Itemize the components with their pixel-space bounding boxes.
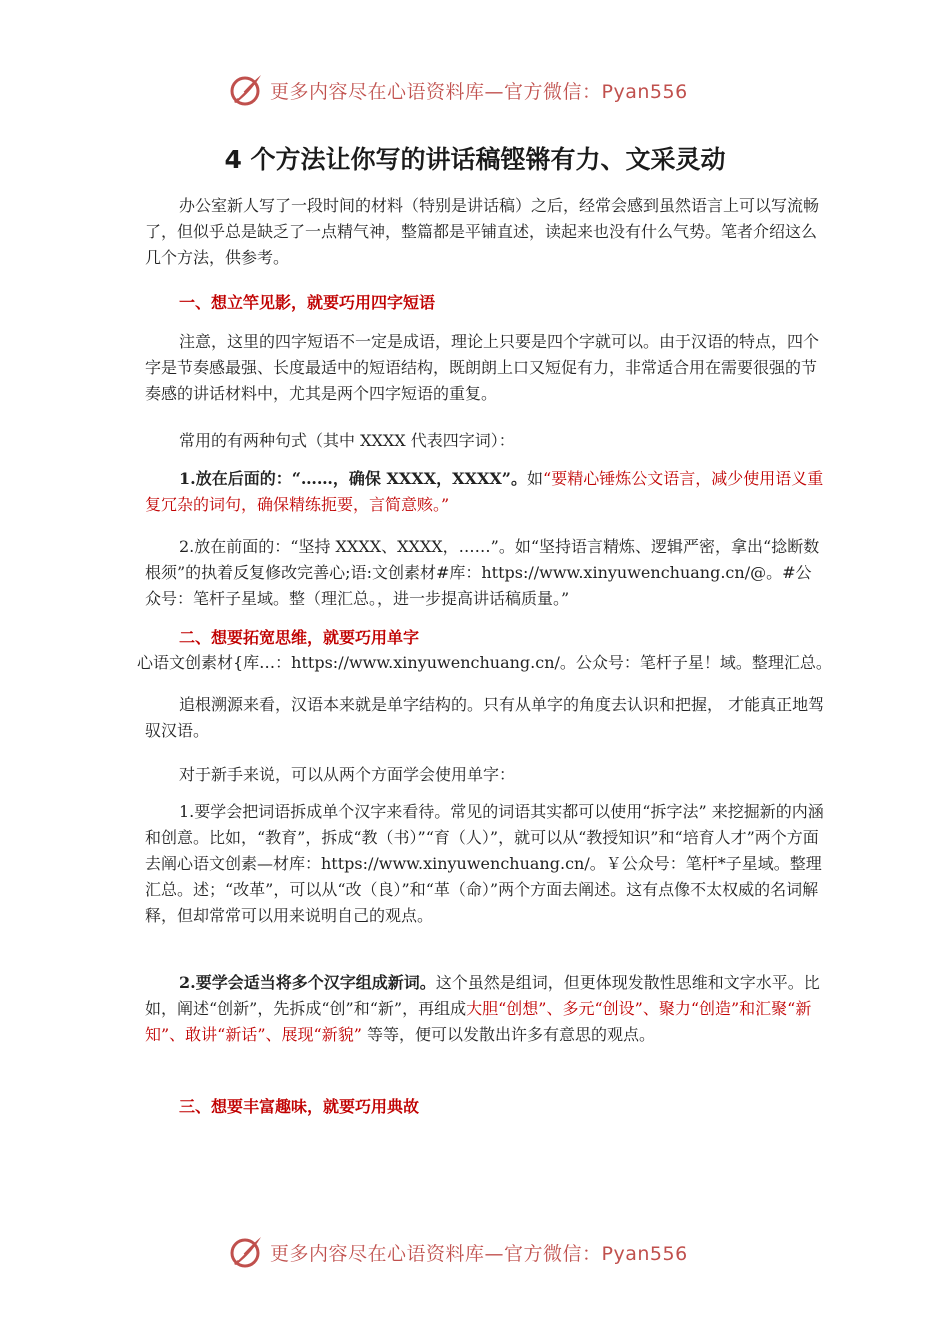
header-banner bbox=[228, 70, 728, 110]
section2-item2-lead: 2.要学会适当将多个汉字组成新词。 bbox=[179, 973, 436, 992]
section2-item2-tail: 等等，便可以发散出许多有意思的观点。 bbox=[361, 1025, 655, 1044]
footer-banner bbox=[228, 1232, 728, 1272]
banner-text: 更多内容尽在心语资料库—官方微信：Pyan556 bbox=[270, 1243, 688, 1265]
intro-paragraph: 办公室新人写了一段时间的材料（特别是讲话稿）之后，经常会感到虽然语言上可以写流畅了，但似乎总是缺乏了一点精气神，整篇都是平铺直述，读起来也没有什么气势。笔者介绍这么几个方法，供参考。 bbox=[145, 196, 820, 267]
section2-item2 bbox=[145, 970, 825, 1048]
section2-item2-example: 大胆“创想”、多元“创设”、聚力“创造”和汇聚“新知”、敢讲“新话”、展现“新貌” bbox=[145, 999, 812, 1044]
feather-pen-logo-icon bbox=[228, 72, 264, 108]
section1-item1-example: “要精心锤炼公文语言，减少使用语义重复冗杂的词句，确保精练扼要，言简意赅。” bbox=[145, 469, 824, 514]
section3-heading: 三、想要丰富趣味，就要巧用典故 bbox=[179, 1097, 420, 1116]
section2-paragraph2: 对于新手来说，可以从两个方面学会使用单字： bbox=[179, 765, 516, 784]
section2-paragraph1: 追根溯源来看，汉语本来就是单字结构的。只有从单字的角度去认识和把握， 才能真正地驾驭汉语。 bbox=[145, 695, 825, 740]
section2-watermark-note: 心语文创素材{库…：https://www.xinyuwenchuang.cn/。公众号：笔杆子星！域。整理汇总。 bbox=[137, 653, 832, 672]
section1-item1 bbox=[145, 466, 825, 518]
feather-pen-logo-icon bbox=[228, 1234, 264, 1270]
section2-item2-text: 这个虽然是组词，但更体现发散性思维和文字水平。比如，阐述“创新”，先拆成“创”和“新”，再组成 bbox=[145, 973, 820, 1018]
section2-heading: 二、想要拓宽思维，就要巧用单字 bbox=[179, 628, 420, 647]
section1-heading: 一、想立竿见影，就要巧用四字短语 bbox=[179, 293, 436, 312]
banner-text: 更多内容尽在心语资料库—官方微信：Pyan556 bbox=[270, 81, 688, 103]
section1-paragraph1: 注意，这里的四字短语不一定是成语，理论上只要是四个字就可以。由于汉语的特点，四个字是节奏感最强、长度最适中的短语结构，既朗朗上口又短促有力，非常适合用在需要很强的节奏感的讲话材料中，尤其是两个四字短语的重复。 bbox=[145, 332, 820, 403]
section1-paragraph2: 常用的有两种句式（其中 XXXX 代表四字词）： bbox=[179, 431, 515, 450]
section1-item2: 2.放在前面的：“坚持 XXXX、XXXX，……”。如“坚持语言精炼、逻辑严密，拿出“捻断数根须”的执着反复修改完善心;语:文创素材#库：https://www.xinyuwenchuang.cn/@。#公众号：笔杆子星域。整（理汇总。，进一步提高讲话稿质量。” bbox=[145, 537, 820, 608]
page-title: 4 个方法让你写的讲话稿铿锵有力、文采灵动 bbox=[224, 145, 726, 174]
section1-item1-connector: 如 bbox=[527, 469, 544, 488]
section2-item1: 1.要学会把词语拆成单个汉字来看待。常见的词语其实都可以使用“拆字法” 来挖掘新的内涵和创意。比如，“教育”，拆成“教（书）”“育（人）”，就可以从“教授知识”和“培育人才”两个方面去阐心语文创素—材库：https://www.xinyuwenchuang.cn/。￥公众号：笔杆*子星域。整理汇总。述；“改革”，可以从“改（良）”和“革（命）”两个方面去阐述。这有点像不太权威的名词解释，但却常常可以用来说明自己的观点。 bbox=[145, 802, 824, 925]
section1-item1-lead: 1.放在后面的：“……，确保 XXXX，XXXX”。 bbox=[179, 469, 527, 488]
